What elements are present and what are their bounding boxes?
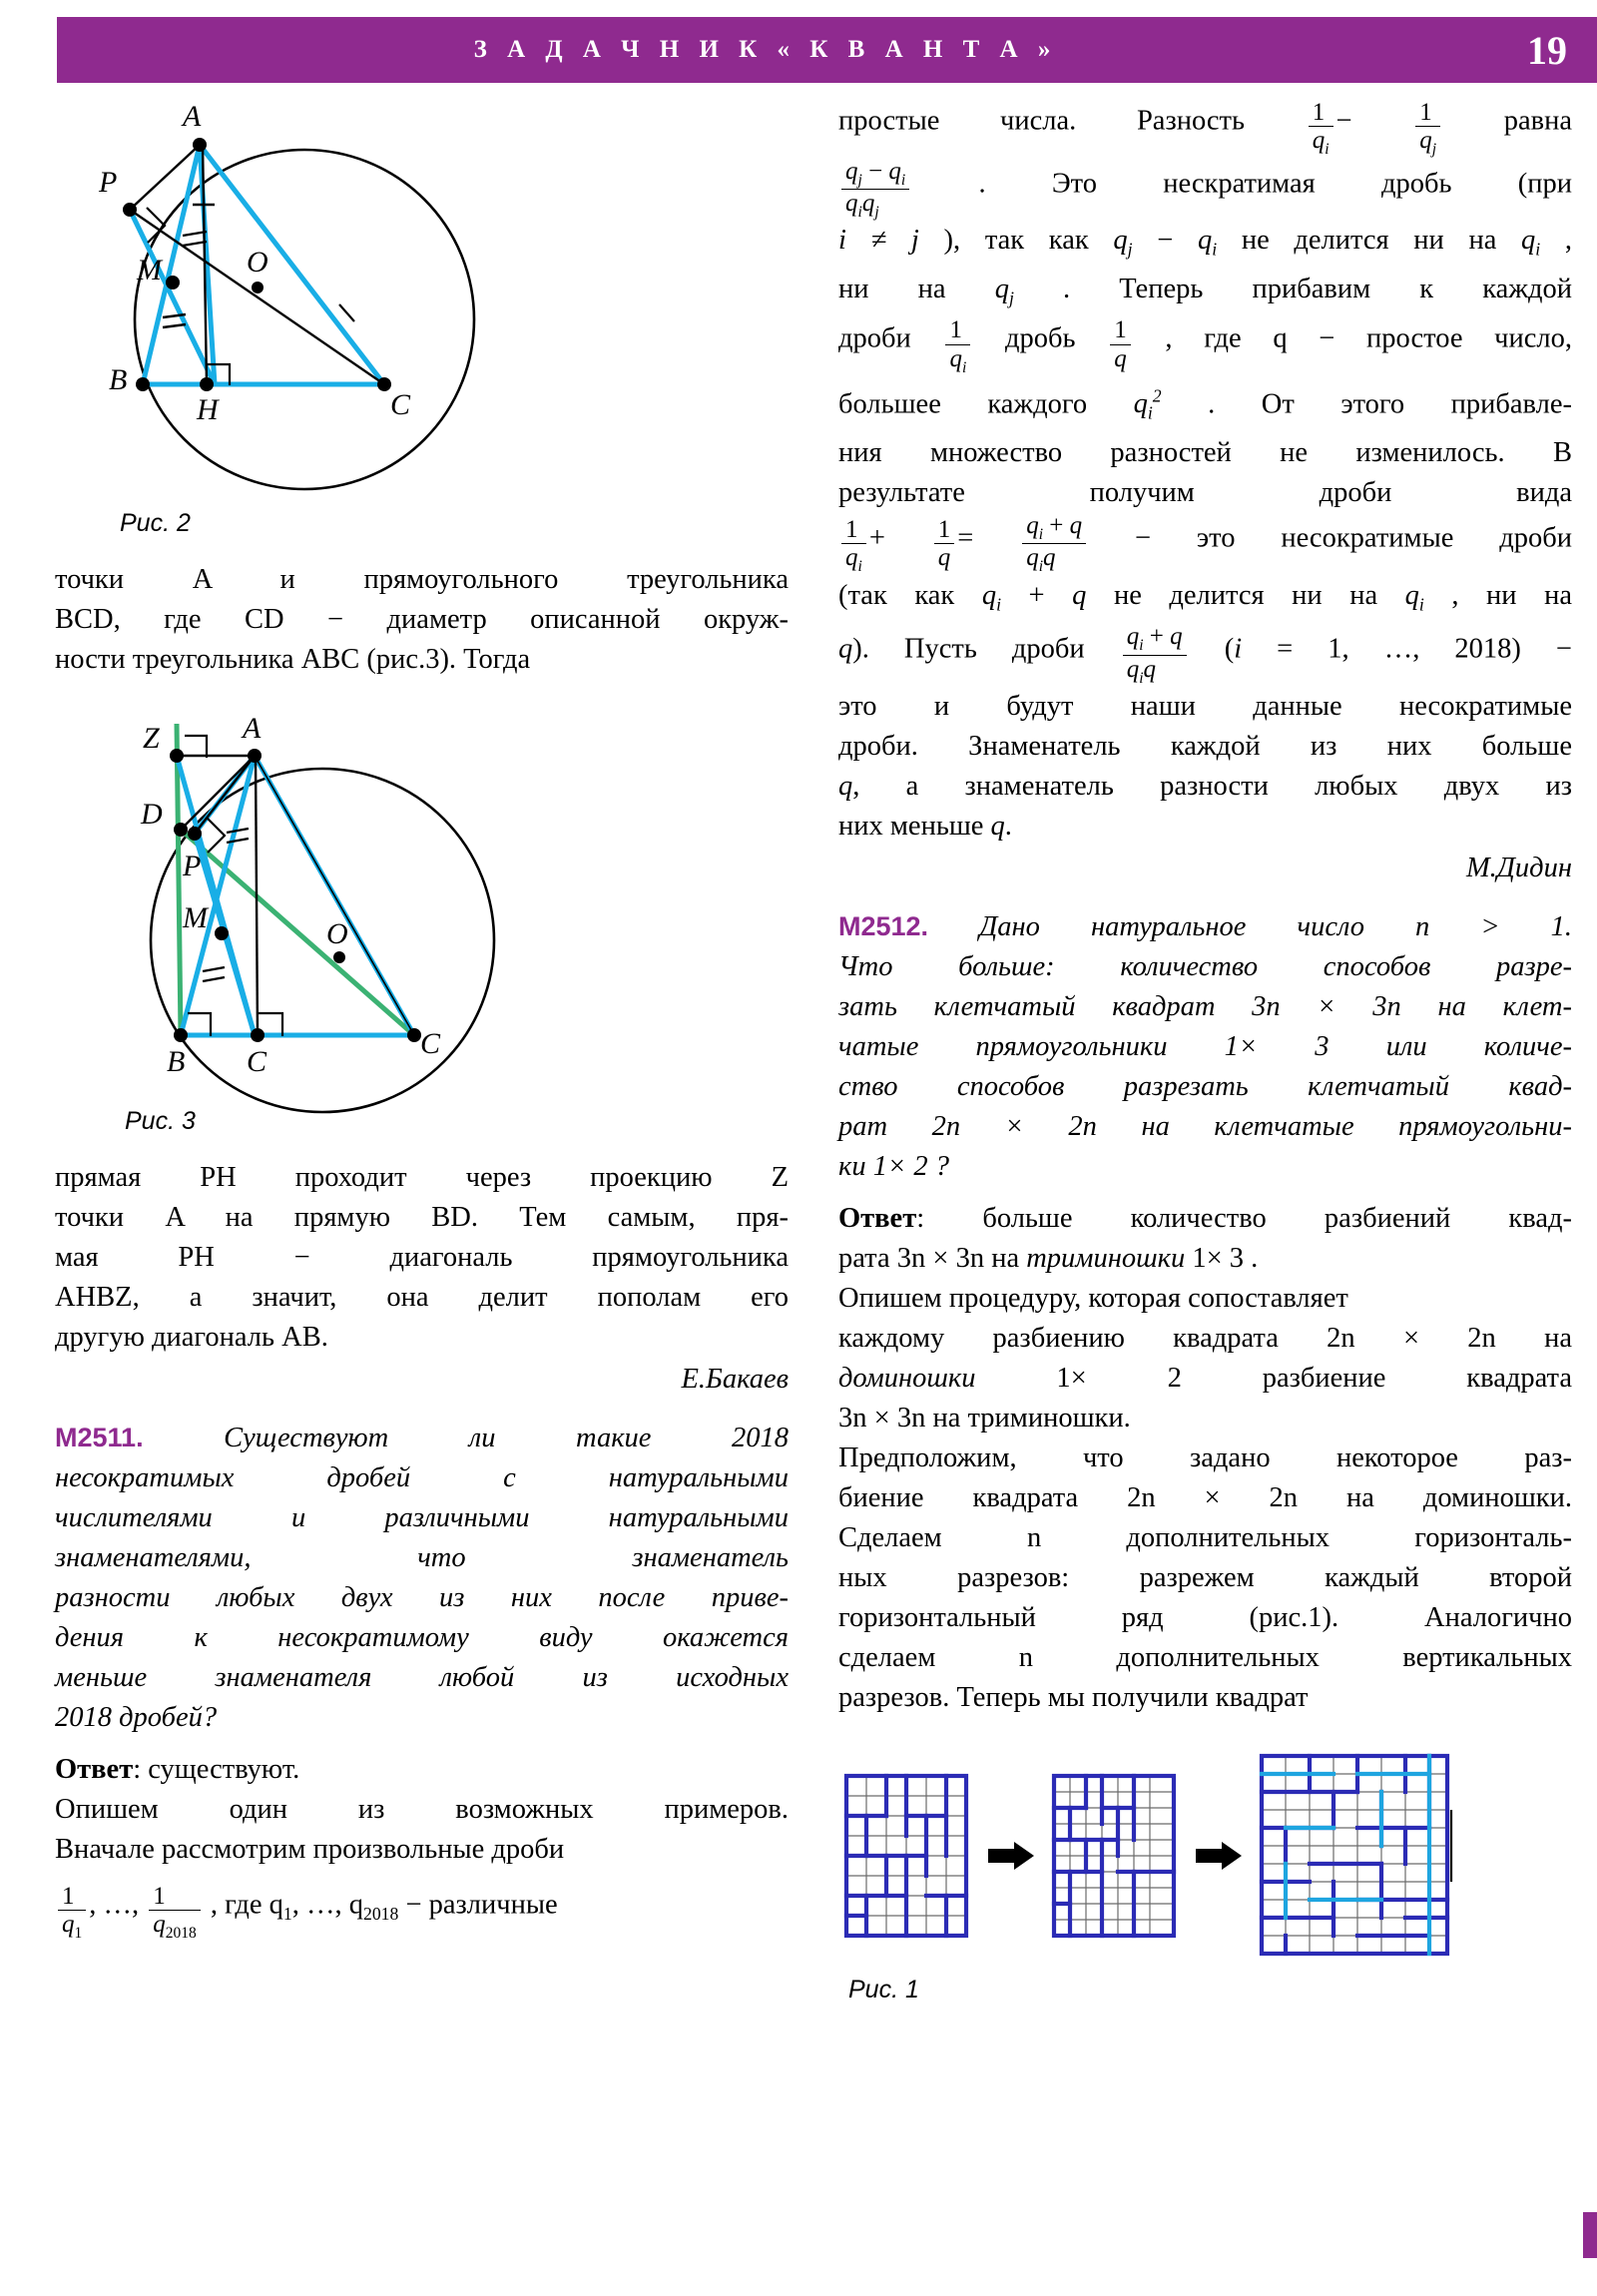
problem-m2511-line3: числителями и различными натуральными: [55, 1502, 789, 1533]
answer-m2512-line7: Предположим, что задано некоторое раз-: [838, 1441, 1572, 1473]
figure-2-caption: Рис. 2: [120, 509, 191, 537]
fraction-1-over-qi: $\frac{1}{q_i}$: [1309, 100, 1333, 159]
right-para-line9: $\frac{1}{q_i}$ + $\frac{1}{q}$ = $q_i + q$ $q_iq$ − это несократимые дроби: [838, 513, 1572, 576]
problem-m2511-line8: 2018 дробей?: [55, 1702, 218, 1733]
problem-m2512-line4: чатые прямоугольники 1× 3 или количе-: [838, 1030, 1572, 1062]
answer-m2512-line3: Опишем процедуру, которая сопоставляет: [838, 1282, 1348, 1314]
para-after-fig3-line4: AHBZ, а значит, она делит пополам его: [55, 1282, 789, 1313]
problem-id-m2512: M2512.: [838, 910, 929, 941]
answer-m2512-line9: Сделаем n дополнительных горизонталь-: [838, 1521, 1572, 1553]
right-para-line2: $q_j - q_i$ $q_iq_j$ . Это нескратимая дробь (при: [838, 159, 1572, 222]
para-after-fig2-line1: точки A и прямоугольного треугольника: [55, 564, 789, 595]
problem-m2512-line3: зать клетчатый квадрат 3n × 3n на клет-: [838, 990, 1572, 1022]
svg-text:C: C: [390, 388, 411, 421]
svg-text:C: C: [247, 1045, 267, 1078]
figure-3-caption: Рис. 3: [125, 1107, 196, 1135]
problem-m2512-line1: M2512. Дано натуральное число n > 1.: [838, 910, 1573, 942]
figure-1-caption-text: Рис. 1: [848, 1975, 919, 2004]
svg-text:Z: Z: [143, 722, 160, 755]
svg-text:A: A: [243, 712, 262, 745]
fraction-1-over-q1: $\frac{1}{q_1}$: [58, 1884, 86, 1943]
problem-m2512-line5: ство способов разрезать клетчатый квад-: [838, 1070, 1572, 1102]
svg-text:D: D: [141, 798, 163, 831]
svg-text:H: H: [197, 393, 219, 426]
problem-m2511-line1: M2511. Существуют ли такие 2018: [55, 1423, 789, 1453]
para-after-fig2-line3: ности треугольника ABC (рис.3). Тогда: [55, 644, 531, 675]
answer-m2512-line5: доминошки 1× 2 разбиение квадрата: [838, 1362, 1572, 1394]
problem-m2511-line4: знаменателями, что знаменатель: [55, 1542, 789, 1573]
svg-text:O: O: [247, 246, 268, 279]
page-title: З А Д А Ч Н И К « К В А Н Т А »: [473, 36, 1058, 63]
figure-1-arrow-2: [1196, 1842, 1242, 1870]
answer-label-2: Ответ: [838, 1202, 917, 1234]
figure-1-panel-2: [1054, 1776, 1174, 1936]
problem-m2511-line5: разности любых двух из них после приве-: [55, 1582, 789, 1613]
answer-m2512-line2: рата 3n × 3n на триминошки 1× 3 .: [838, 1242, 1259, 1274]
page-number: 19: [1527, 27, 1567, 73]
svg-text:P: P: [183, 850, 202, 882]
right-para-line8: результате получим дроби вида: [838, 477, 1572, 509]
right-para-line11: q). Пусть дроби $q_i + q$ $q_iq$ (i = 1, …, 2018) −: [838, 623, 1572, 687]
right-para-line14: q, а знаменатель разности любых двух из: [838, 770, 1572, 802]
figure-1-panel-3: [1262, 1756, 1451, 1954]
right-para-line7: ния множество разностей не изменилось. В: [838, 437, 1572, 469]
svg-text:B: B: [109, 363, 128, 396]
problem-m2511-line7: меньше знаменателя любой из исходных: [55, 1662, 789, 1693]
svg-text:M: M: [137, 254, 162, 287]
para-after-fig2-line2: BCD, где CD − диаметр описанной окруж-: [55, 604, 789, 635]
problem-id-m2511: M2511.: [55, 1423, 144, 1452]
right-para-line6: большее каждого $q_i^2$ . От этого прибавле-: [838, 385, 1572, 424]
right-para-line15: них меньше q.: [838, 810, 1012, 842]
problem-m2511-line2: несократимых дробей с натуральными: [55, 1462, 789, 1493]
fraction-result: $q_i + q$ $q_iq$: [1123, 624, 1187, 687]
right-para-line1: простые числа. Разность $\frac{1}{q_i}$ − $\frac{1}{q_j}$ равна: [838, 99, 1572, 159]
answer-m2512-line12: сделаем n дополнительных вертикальных: [838, 1641, 1572, 1673]
figure-1-drawing: [838, 1746, 1577, 2015]
term-triminoshki: триминошки: [1026, 1242, 1186, 1274]
answer-m2511-line1: Опишем один из возможных примеров.: [55, 1794, 789, 1825]
right-para-line10: (так как $q_i + q$ не делится ни на $q_i$ , ни на: [838, 579, 1573, 615]
answer-m2511-formula: $\frac{1}{q_1}$ , …, $\frac{1}{q_{2018}}$ , где $q_1$, …, $q_{2018}$ − различные: [55, 1884, 789, 1943]
answer-m2512-line13: разрезов. Теперь мы получили квадрат: [838, 1681, 1309, 1713]
fraction-qi-plus-q-over-qiq: $q_i + q$ $q_iq$: [1022, 513, 1086, 576]
figure-1: [838, 1746, 1572, 2015]
svg-text:B: B: [167, 1045, 186, 1078]
figure-1-arrow-1: [988, 1842, 1034, 1870]
figure-2: [55, 100, 789, 538]
answer-label: Ответ: [55, 1754, 134, 1785]
problem-m2512-line6: рат 2n × 2n на клетчатые прямоугольни-: [838, 1110, 1572, 1142]
right-column: [838, 100, 1572, 2015]
answer-m2511-line2: Вначале рассмотрим произвольные дроби: [55, 1834, 565, 1865]
svg-text:C: C: [420, 1027, 441, 1060]
problem-m2511-line6: дения к несократимому виду окажется: [55, 1622, 789, 1653]
answer-m2512-line8: биение квадрата 2n × 2n на доминошки.: [838, 1481, 1572, 1513]
fraction-1-over-qi-2: $\frac{1}{q_i}$: [945, 317, 970, 376]
svg-text:P: P: [99, 166, 118, 199]
right-para-line5: дроби $\frac{1}{q_i}$ дробь $\frac{1}{q}$ , где q − простое число,: [838, 316, 1573, 376]
fraction-1-over-q2018: $\frac{1}{q_{2018}}$: [149, 1884, 201, 1943]
page-header-band: [57, 17, 1597, 83]
fraction-qj-minus-qi-over-qiqj: $q_j - q_i$ $q_iq_j$: [841, 159, 909, 222]
author-didin: М.Дидин: [1465, 852, 1572, 883]
figure-1-panel-1: [846, 1776, 966, 1936]
term-dominoshki: доминошки: [838, 1362, 976, 1394]
para-after-fig3-line1: прямая PH проходит через проекцию Z: [55, 1162, 789, 1193]
answer-m2512-line4: каждому разбиению квадрата 2n × 2n на: [838, 1322, 1572, 1354]
fraction-sum-2: $\frac{1}{q}$: [934, 517, 955, 572]
answer-m2512-line6: 3n × 3n на триминошки.: [838, 1402, 1131, 1434]
para-after-fig3-line3: мая PH − диагональ прямоугольника: [55, 1242, 789, 1273]
problem-m2512-line2: Что больше: количество способов разре-: [838, 950, 1572, 982]
answer-m2512-line1: Ответ: больше количество разбиений квад-: [838, 1202, 1572, 1234]
right-para-line12: это и будут наши данные несократимые: [838, 690, 1572, 722]
right-para-line4: ни на $q_j$ . Теперь прибавим к каждой: [838, 273, 1573, 308]
right-para-line13: дроби. Знаменатель каждой из них больше: [838, 730, 1572, 762]
answer-m2512-line11: горизонтальный ряд (рис.1). Аналогично: [838, 1601, 1572, 1633]
svg-text:A: A: [183, 100, 202, 133]
left-column: [55, 100, 789, 1943]
right-para-line3: i ≠ j ), так как $q_j - q_i$ не делится ни на $q_i$ ,: [838, 225, 1573, 260]
answer-m2511-head: Ответ: существуют.: [55, 1754, 300, 1785]
svg-text:O: O: [326, 917, 348, 950]
para-after-fig3-line2: точки A на прямую BD. Тем самым, пря-: [55, 1202, 789, 1233]
fraction-sum-1: $\frac{1}{q_i}$: [841, 517, 866, 576]
fraction-1-over-q: $\frac{1}{q}$: [1110, 317, 1131, 372]
problem-m2512-line7: ки 1× 2 ?: [838, 1150, 949, 1182]
fraction-1-over-qj: $\frac{1}{q_j}$: [1415, 100, 1440, 159]
author-bakaev: Е.Бакаев: [681, 1364, 789, 1395]
figure-3: [55, 706, 789, 1136]
svg-text:M: M: [183, 901, 208, 934]
para-after-fig3-line5: другую диагональ AB.: [55, 1322, 328, 1353]
answer-m2512-line10: ных разрезов: разрежем каждый второй: [838, 1561, 1572, 1593]
corner-mark: [1583, 2212, 1597, 2258]
